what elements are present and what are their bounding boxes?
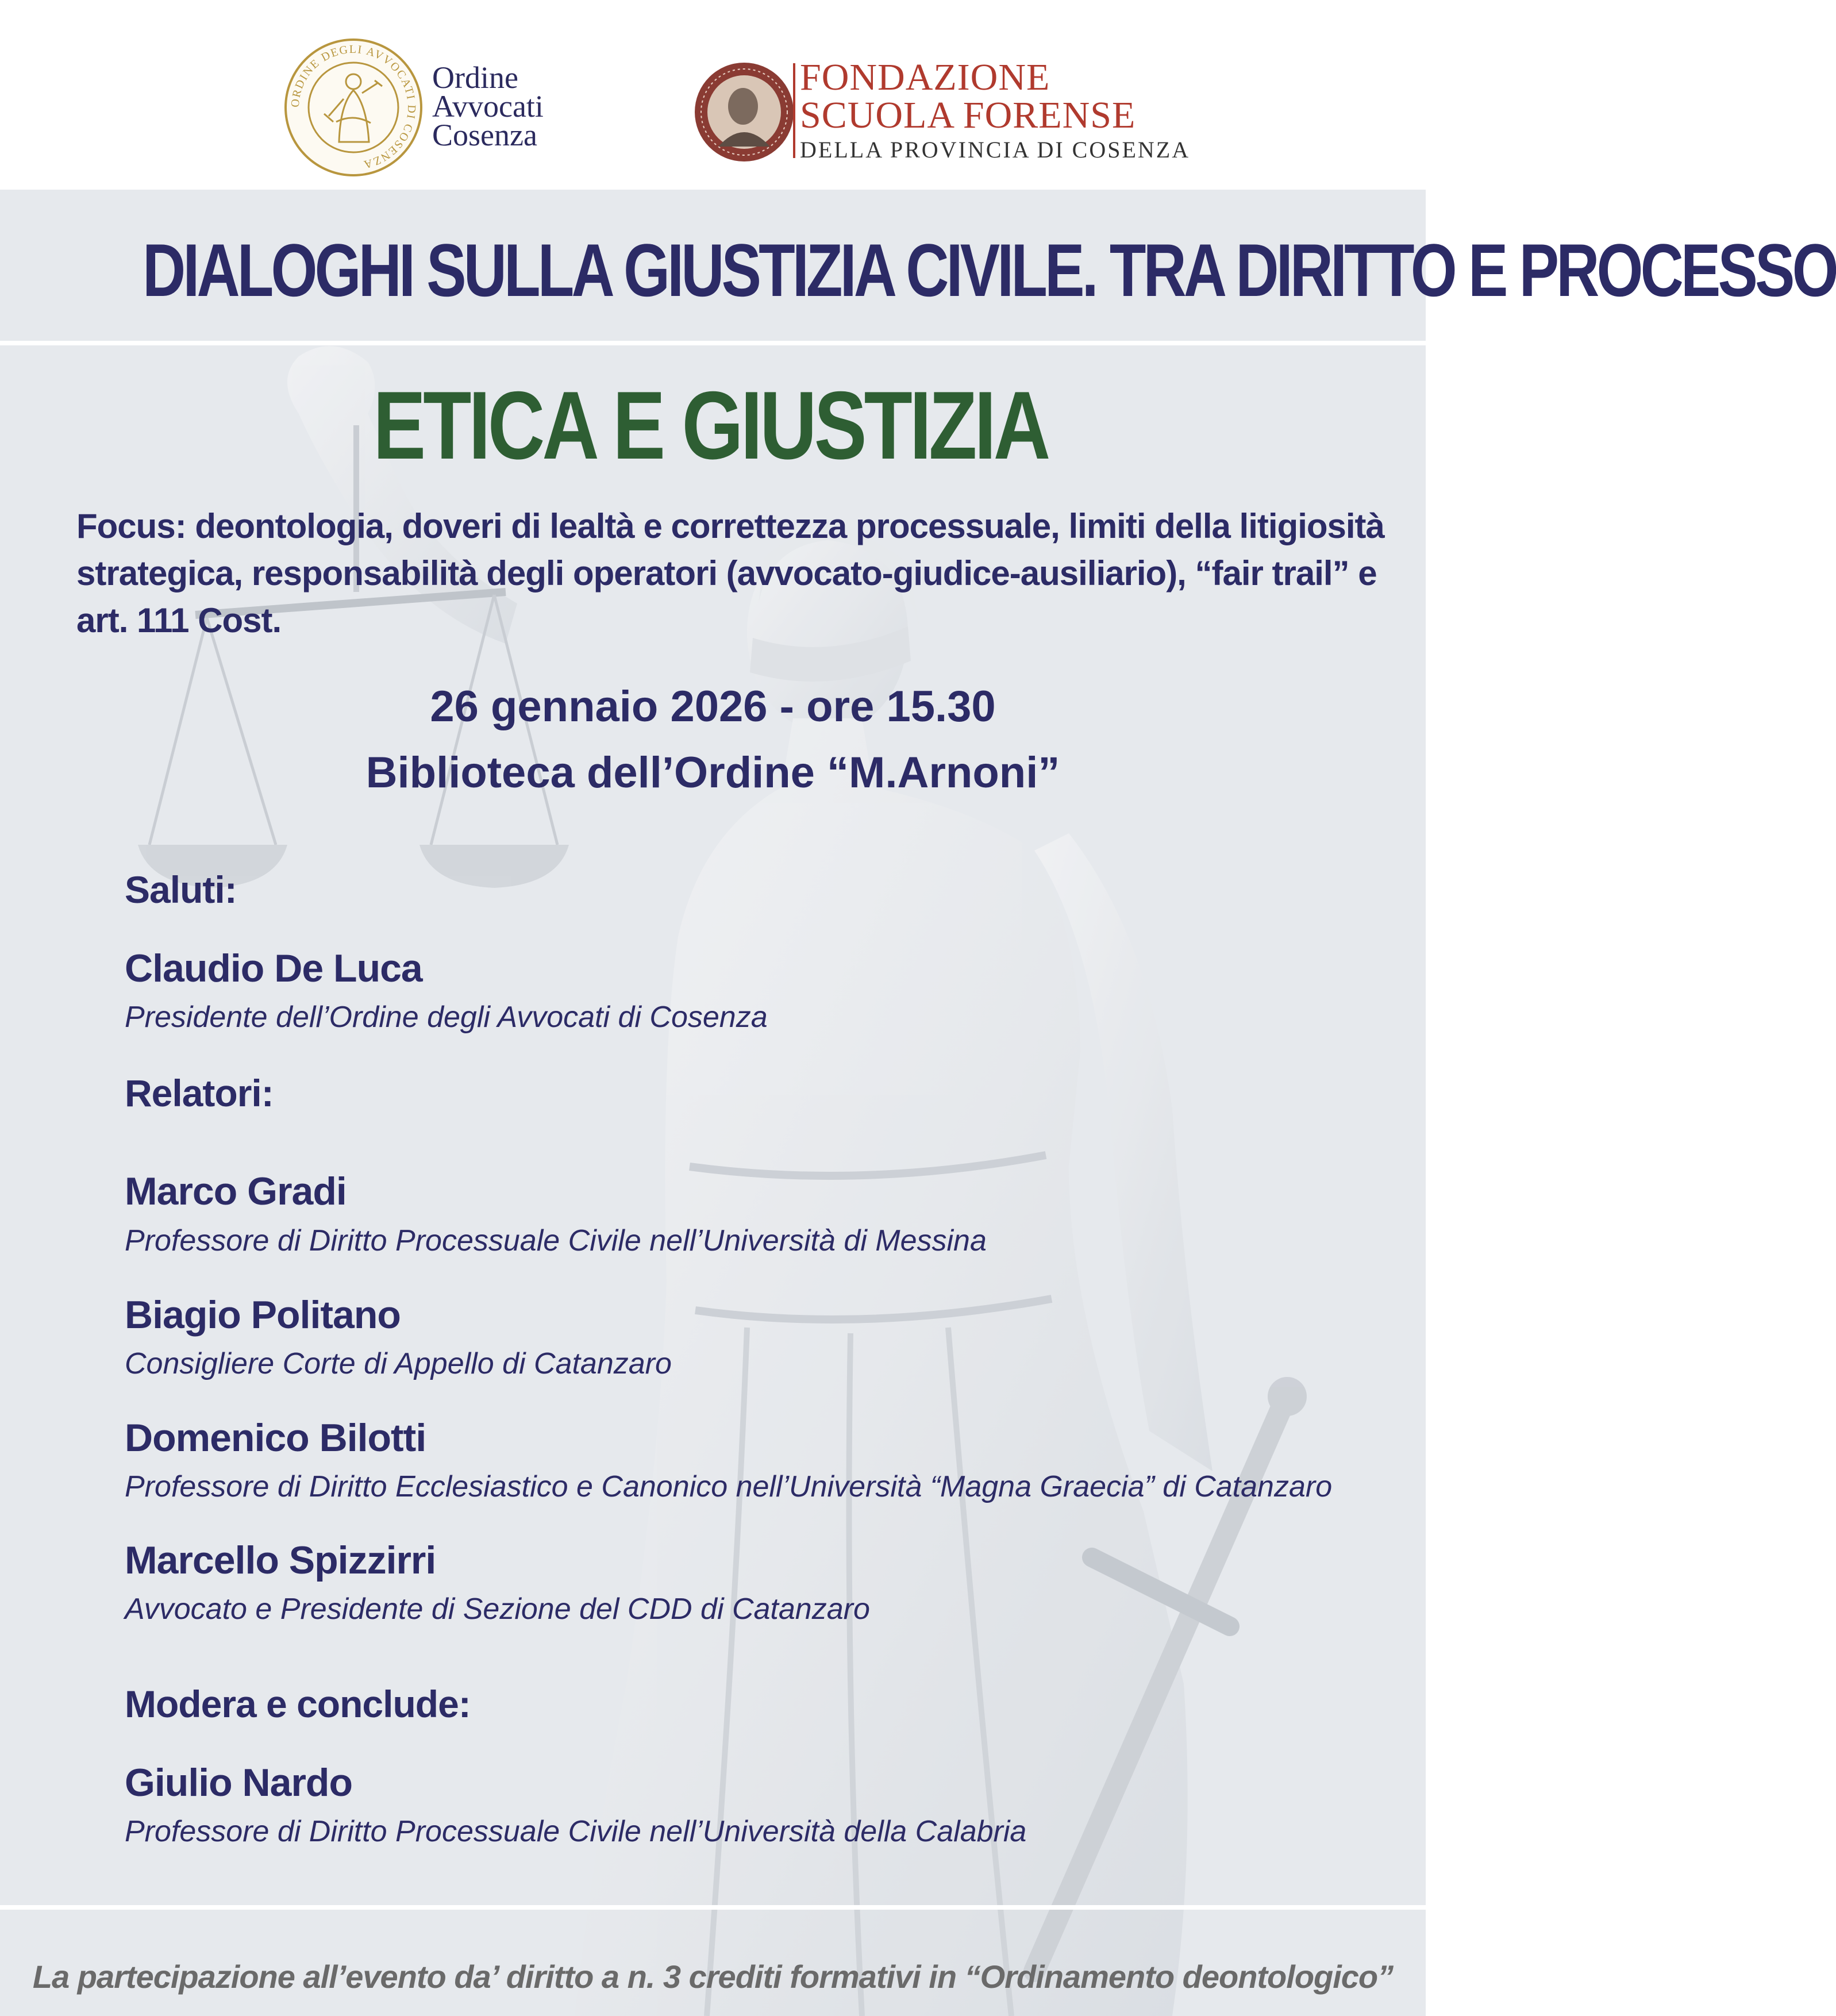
ordine-line-2: Avvocati [432,89,544,124]
event-title: ETICA E GIUSTIZIA [373,371,1048,479]
fondazione-line-1: FONDAZIONE [800,56,1050,98]
relatore-name: Domenico Bilotti [125,1416,426,1460]
saluti-label: Saluti: [125,868,237,911]
ordine-avvocati-seal-logo [276,36,431,179]
credits-note: La partecipazione all’evento da’ diritto a n. 3 crediti formativi in “Ordinamento deontologico” [32,1959,1394,1995]
relatore-role: Consigliere Corte di Appello di Catanzaro [125,1347,672,1380]
relatore-name: Biagio Politano [125,1293,401,1337]
title-divider [0,341,1426,345]
focus-paragraph: Focus: deontologia, doveri di lealtà e correttezza processuale, limiti della litigiosità strategica, responsabilità degli operatori (avvocato-giudice-ausiliario), “fair trail” e art. 111 Cost. [76,507,1384,640]
saluti-speaker-name: Claudio De Luca [125,947,422,990]
ordine-line-3: Cosenza [432,118,537,152]
relatore-role: Professore di Diritto Processuale Civile nell’Università di Messina [125,1224,987,1257]
header-band [0,0,1426,190]
relatori-label: Relatori: [125,1072,274,1114]
moderatore-label: Modera e conclude: [125,1683,471,1725]
fondazione-portrait-medallion-logo [692,60,796,164]
event-date-time: 26 gennaio 2026 - ore 15.30 [430,682,996,731]
event-venue: Biblioteca dell’Ordine “M.Arnoni” [365,748,1060,797]
relatore-role: Avvocato e Presidente di Sezione del CDD di Catanzaro [125,1592,870,1626]
fondazione-divider [793,63,795,158]
moderatore-role: Professore di Diritto Processuale Civile nell’Università della Calabria [125,1815,1027,1848]
footer-divider [0,1905,1426,1910]
series-title: DIALOGHI SULLA GIUSTIZIA CIVILE. TRA DIRITTO E PROCESSO [143,228,1836,312]
saluti-speaker-role: Presidente dell’Ordine degli Avvocati di Cosenza [125,1001,768,1034]
ordine-avvocati-wordmark [432,60,587,152]
relatore-name: Marcello Spizzirri [125,1538,436,1582]
fondazione-line-2: SCUOLA FORENSE [800,94,1136,136]
fondazione-line-3: DELLA PROVINCIA DI COSENZA [800,137,1191,163]
relatore-role: Professore di Diritto Ecclesiastico e Canonico nell’Università “Magna Graecia” di Catanzaro [125,1470,1333,1503]
ordine-line-1: Ordine [432,60,518,95]
relatore-name: Marco Gradi [125,1169,347,1213]
fondazione-wordmark [800,56,1191,164]
moderatore-name: Giulio Nardo [125,1761,352,1805]
seal-ring-text: ORDINE DEGLI AVVOCATI DI COSENZA [288,43,418,171]
